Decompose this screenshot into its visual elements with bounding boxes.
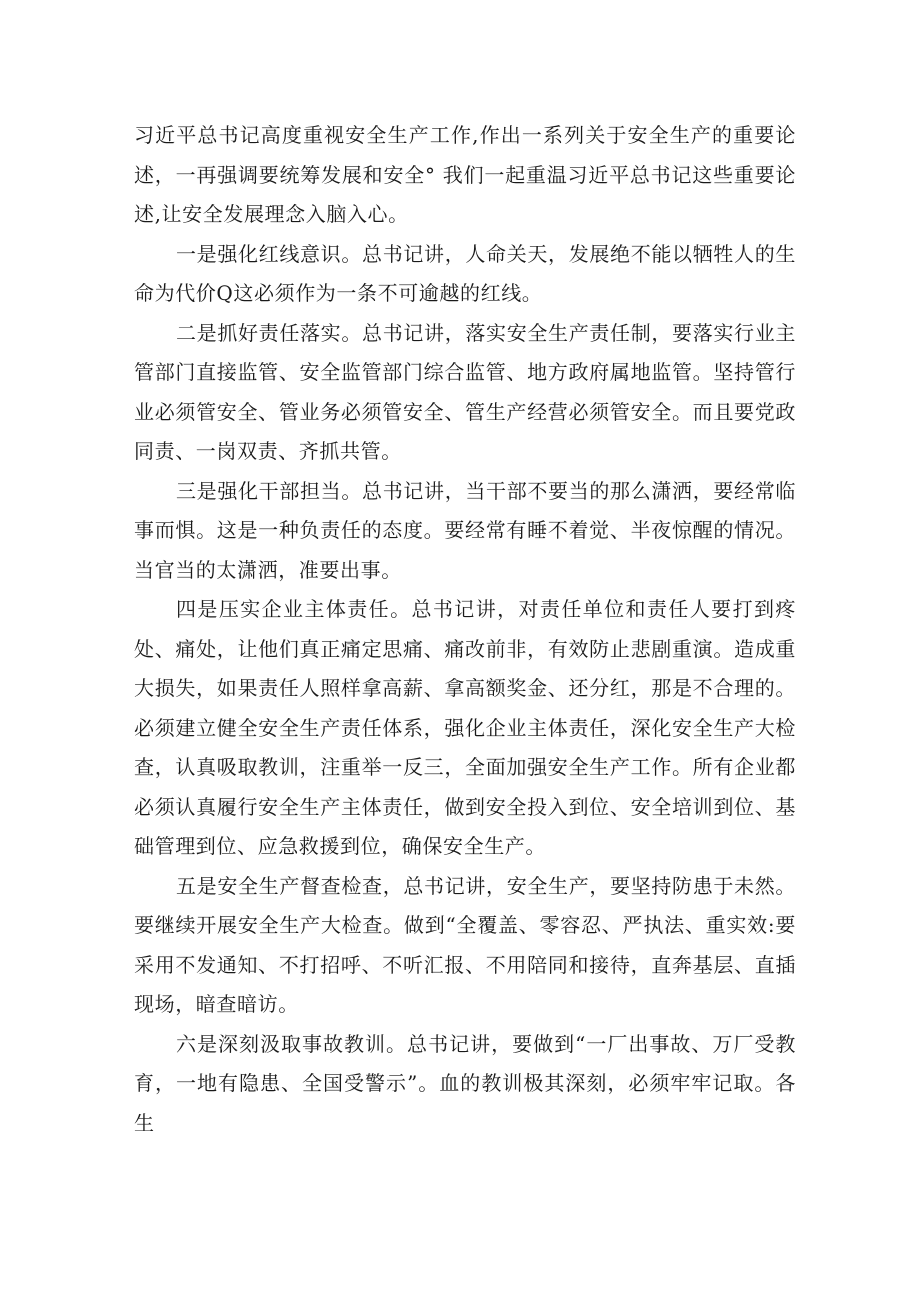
paragraph-point-6: 六是深刻汲取事故教训。总书记讲，要做到“一厂出事故、万厂受教育，一地有隐患、全国受警示”。血的教训极其深刻，必须牢牢记取。各生 — [134, 1031, 796, 1135]
paragraph-intro: 习近平总书记高度重视安全生产工作,作出一系列关于安全生产的重要论述，一再强调要统筹发展和安全° 我们一起重温习近平总书记这些重要论述,让安全发展理念入脑入心。 — [134, 123, 796, 226]
paragraph-point-3: 三是强化干部担当。总书记讲，当干部不要当的那么潇洒，要经常临事而惧。这是一种负责任的态度。要经常有睡不着觉、半夜惊醒的情况。当官当的太潇洒，准要出事。 — [134, 478, 796, 582]
paragraph-point-4: 四是压实企业主体责任。总书记讲，对责任单位和责任人要打到疼处、痛处，让他们真正痛定思痛、痛改前非，有效防止悲剧重演。造成重大损失，如果责任人照样拿高薪、拿高额奖金、还分红，那是不合理的。必须建立健全安全生产责任体系，强化企业主体责任，深化安全生产大检查，认真吸取教训，注重举一反三，全面加强安全生产工作。所有企业都必须认真履行安全生产主体责任，做到安全投入到位、安全培训到位、基础管理到位、应急救援到位，确保安全生产。 — [134, 597, 796, 858]
paragraph-point-2: 二是抓好责任落实。总书记讲，落实安全生产责任制，要落实行业主管部门直接监管、安全监管部门综合监管、地方政府属地监管。坚持管行业必须管安全、管业务必须管安全、管生产经营必须管安全。而且要党政同责、一岗双责、齐抓共管。 — [134, 320, 796, 463]
paragraph-point-1: 一是强化红线意识。总书记讲，人命关天，发展绝不能以牺牲人的生命为代价Q这必须作为一条不可逾越的红线。 — [134, 241, 796, 305]
paragraph-point-5: 五是安全生产督查检查，总书记讲，安全生产，要坚持防患于未然。要继续开展安全生产大检查。做到“全覆盖、零容忍、严执法、重实效:要采用不发通知、不打招呼、不听汇报、不用陪同和接待，直奔基层、直插现场，暗查暗访。 — [134, 873, 796, 1016]
document-body — [134, 116, 796, 1143]
